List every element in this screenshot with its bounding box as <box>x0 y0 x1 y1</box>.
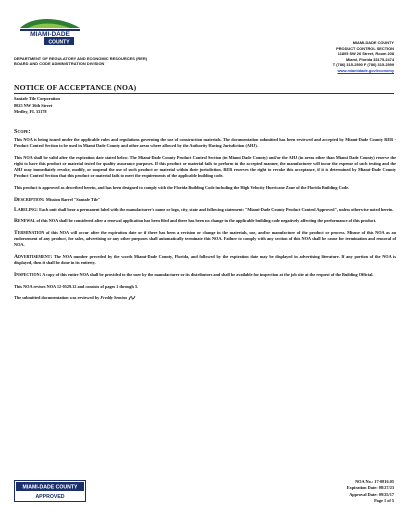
scope-paragraph-3: This product is approved as described herein, and has been designed to comply with the Florida Building Code including the High Velocity Hurricane Zone of the Florida Building Code. <box>14 184 350 190</box>
logo-text-top: MIAMI-DADE <box>30 31 70 38</box>
office-street: 11805 SW 26 Street, Room 208 <box>337 51 394 57</box>
renewal-label: Renewal <box>14 218 36 225</box>
approval-date: Approval Date: 09/25/17 <box>349 491 394 497</box>
advertisement-label: Advertisement: <box>14 254 53 261</box>
title-divider <box>14 93 394 94</box>
renewal-paragraph <box>14 218 396 224</box>
scope-heading: Scope: <box>14 128 31 135</box>
office-address-block <box>244 40 394 74</box>
company-address: 8025 NW 36th Street <box>14 102 53 108</box>
stamp-text-bottom: APPROVED <box>35 494 65 500</box>
reviewed-by-text: The submitted documentation was reviewed by <box>14 294 100 300</box>
approved-stamp <box>14 480 86 502</box>
inspection-label: Inspection: <box>14 271 42 278</box>
termination-paragraph <box>14 230 396 248</box>
miami-dade-logo <box>14 14 88 50</box>
description-text: Mission Barrel "Santafe Tile" <box>45 196 101 202</box>
notice-title: NOTICE OF ACCEPTANCE (NOA) <box>14 83 137 92</box>
labeling-paragraph <box>14 207 396 213</box>
scope-paragraph-1: This NOA is being issued under the applicable rules and regulations governing the use of construction materials. The documentation submitted has been reviewed and accepted by Miami-Dade County RER - Product Control Section to be used in Miami Dade County and other areas where allowed by the Authority Having Jurisdiction (AHJ). <box>14 137 396 149</box>
company-block <box>14 96 60 116</box>
termination-label: Termination <box>14 230 45 237</box>
labeling-label: Labeling: <box>14 206 39 213</box>
stamp-text-top: MIAMI-DADE COUNTY <box>22 484 78 491</box>
labeling-text: Each unit shall bear a permanent label with the manufacturer's name or logo, city, state and following statement: "Miami-Dade County Product Control Approved", unless otherwise noted herein. <box>39 206 394 212</box>
office-website-link[interactable]: www.miamidade.gov/economy <box>337 67 394 73</box>
description-label: Description: <box>14 196 45 203</box>
notice-body <box>14 128 396 306</box>
company-name: Santafe Tile Corporation <box>14 96 60 101</box>
company-city: Medley, FL 33178 <box>14 109 47 115</box>
department-block <box>14 56 234 66</box>
miami-dade-logo-graphic <box>14 14 88 50</box>
office-section: PRODUCT CONTROL SECTION <box>336 45 394 51</box>
expiration-date: Expiration Date: 08/27/23 <box>346 485 394 491</box>
reviewed-by-line <box>14 295 396 301</box>
initials-mark-icon <box>128 295 136 301</box>
revision-note: This NOA revises NOA 12-0529.12 and consists of pages 1 through 5. <box>14 283 139 289</box>
advertisement-text: The NOA number preceded by the words Miami-Dade County, Florida, and followed by the expiration date may be displayed in advertising literature. If any portion of the NOA is displayed, then it shall be done in its entirety. <box>14 254 396 266</box>
office-county: MIAMI-DADE COUNTY <box>352 40 394 45</box>
logo-text-bottom: COUNTY <box>48 39 70 46</box>
scope-paragraph-2: This NOA shall be valid after the expiration date stated below. The Miami-Dade County Product Control Section (in Miami Dade County) and/or the AHJ (in areas other than Miami Dade County) reserve the right to have this product or material tested for quality assurance purposes. If this product or material fails to perform in the accepted manner, the manufacturer will incur the expense of such testing and the AHJ may immediately revoke, modify, or suspend the use of such product or material within their jurisdiction. RER reserves the right to revoke this acceptance, if it is determined by Miami-Dade County Product Control Section that this product or material fails to meet the requirements of the applicable building code. <box>14 154 396 179</box>
division-name: BOARD AND CODE ADMINISTRATION DIVISION <box>14 61 105 66</box>
noa-number: NOA No.: 17-0816.05 <box>355 479 394 484</box>
office-city: Miami, Florida 33175-2474 <box>345 56 394 62</box>
office-phone-fax: T (786) 315-2590 F (786) 315-2599 <box>332 62 394 68</box>
inspection-paragraph <box>14 272 396 278</box>
inspection-text: A copy of this entire NOA shall be provided to the user by the manufacturer or its distributors and shall be available for inspection at the job site at the request of the Building Official. <box>42 271 374 277</box>
description-line <box>14 197 396 203</box>
renewal-text: of this NOA shall be considered after a renewal application has been filed and there has been no change in the applicable building code negatively affecting the performance of this product. <box>36 218 377 224</box>
noa-info-block <box>347 479 394 505</box>
termination-text: of this NOA will occur after the expiration date or if there has been a revision or change in the materials, use, and/or manufacture of the product or process. Misuse of this NOA as an endorsement of any product, for sales, advertising or any other purposes shall automatically terminate this NOA. Failure to comply with any section of this NOA shall be cause for termination and removal of NOA. <box>14 230 396 248</box>
approved-stamp-graphic <box>14 480 86 502</box>
page-number: Page 1 of 5 <box>374 498 394 504</box>
reviewer-signature: Freddy Semino <box>100 294 128 300</box>
department-name: DEPARTMENT OF REGULATORY AND ECONOMIC RESOURCES (RER) <box>14 56 148 61</box>
advertisement-paragraph <box>14 254 396 266</box>
